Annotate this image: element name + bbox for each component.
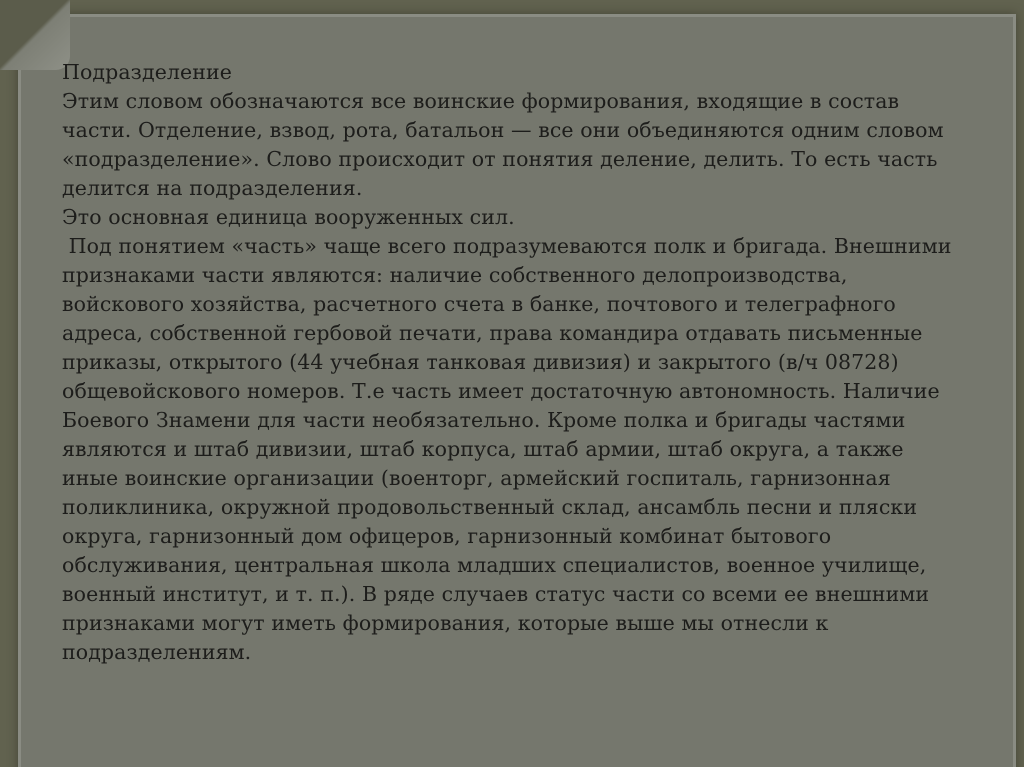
- page-curl-decoration: [0, 0, 70, 70]
- paragraph-part-description: Под понятием «часть» чаще всего подразумеваются полк и бригада. Внешними признаками части являются: наличие собственного делопроизводства, войскового хозяйства, расчетного счета в банке, почтового и телеграфного адреса, собственной гербовой печати, права командира отдавать письменные приказы, открытого (44 учебная танковая дивизия) и закрытого (в/ч 08728) общевойскового номеров. Т.е часть имеет достаточную автономность. Наличие Боевого Знамени для части необязательно. Кроме полка и бригады частями являются и штаб дивизии, штаб корпуса, штаб армии, штаб округа, а также иные воинские организации (военторг, армейский госпиталь, гарнизонная поликлиника, окружной продовольственный склад, ансамбль песни и пляски округа, гарнизонный дом офицеров, гарнизонный комбинат бытового обслуживания, центральная школа младших специалистов, военное училище, военный институт, и т. п.). В ряде случаев статус части со всеми ее внешними признаками могут иметь формирования, которые выше мы отнесли к подразделениям.: [62, 234, 959, 664]
- slide-heading: Подразделение: [62, 60, 233, 84]
- slide-text-body: [62, 58, 962, 667]
- paragraph-basic-unit: Это основная единица вооруженных сил.: [62, 205, 515, 229]
- paragraph-definition: Этим словом обозначаются все воинские формирования, входящие в состав части. Отделение, взвод, рота, батальон — все они объединяются одним словом «подразделение». Слово происходит от понятия деление, делить. То есть часть делится на подразделения.: [62, 89, 944, 200]
